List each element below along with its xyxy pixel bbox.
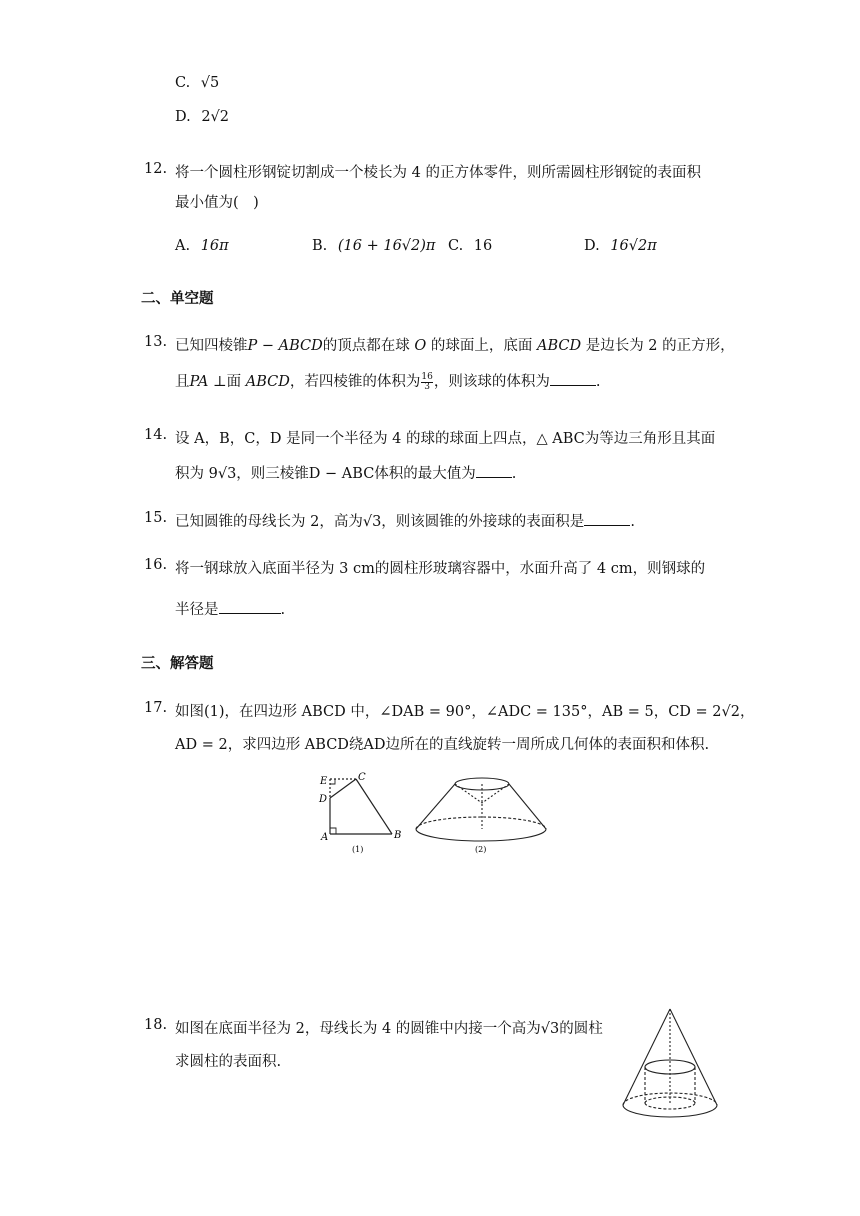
q17-figure1-label: (1) xyxy=(352,845,364,854)
q12-line1: 将一个圆柱形钢锭切割成一个棱长为 4 的正方体零件，则所需圆柱形钢锭的表面积 xyxy=(175,165,701,181)
q13-frac-num: 16 xyxy=(421,371,433,382)
q13-text-volume: ，若四棱锥的体积为 xyxy=(289,374,421,390)
q12-option-b-value: (16 + 16√2)π xyxy=(337,238,436,254)
q12-option-c xyxy=(448,238,492,254)
q13-math-o: O xyxy=(414,338,427,354)
q17-figure2-label: (2) xyxy=(475,845,487,854)
q11-option-d-label: D. xyxy=(175,109,191,125)
q15-period: . xyxy=(630,514,635,530)
q12-option-b-label: B. xyxy=(312,238,328,254)
q14-answer-blank[interactable] xyxy=(476,465,512,478)
q11-option-c-value: √5 xyxy=(200,75,220,91)
q18-number: 18. xyxy=(144,1017,168,1033)
q14-line1: 设 A，B，C，D 是同一个半径为 4 的球的球面上四点，△ ABC为等边三角形且其面 xyxy=(175,431,716,447)
q12-option-a-value: 16π xyxy=(200,238,229,254)
q12-option-a xyxy=(175,238,229,254)
q12-option-c-label: C. xyxy=(448,238,464,254)
q17-number: 17. xyxy=(144,700,168,716)
q13-text-c: 的顶点都在球 xyxy=(322,338,415,354)
q17-line1: 如图(1)，在四边形 ABCD 中，∠DAB = 90°，∠ADC = 135°，AB = 5，CD = 2√2， xyxy=(175,704,755,720)
q17-point-e: E xyxy=(320,776,328,787)
q11-option-d-value: 2√2 xyxy=(201,109,230,125)
q13-math-abcd: ABCD xyxy=(536,338,582,354)
q13-line1 xyxy=(175,334,735,355)
q14-period: . xyxy=(511,466,517,482)
section-single-blank-heading: 二、单空题 xyxy=(141,291,214,307)
q13-math-abcd-2: ABCD xyxy=(245,374,290,390)
q13-text-perp: ⊥面 xyxy=(208,374,246,390)
q13-math-pabcd: P − ABCD xyxy=(247,338,323,354)
q13-frac-den: 3 xyxy=(421,382,432,392)
q14-line2 xyxy=(175,462,516,483)
q14-number: 14. xyxy=(144,427,168,443)
q17-figure1-quadrilateral xyxy=(330,779,392,834)
q13-math-pa: PA xyxy=(189,374,209,390)
section-solution-heading: 三、解答题 xyxy=(141,656,214,672)
q16-period: . xyxy=(280,602,286,618)
q15-number: 15. xyxy=(144,510,168,526)
q16-number: 16. xyxy=(144,557,168,573)
q12-option-b xyxy=(312,238,435,254)
q13-answer-blank[interactable] xyxy=(550,373,596,386)
q13-text-g: 是边长为 2 的正方形， xyxy=(581,338,735,354)
q16-line2 xyxy=(175,598,285,619)
q17-figure xyxy=(312,770,552,860)
q11-option-c-label: C. xyxy=(175,75,191,91)
q15-line1 xyxy=(175,510,635,531)
q14-line2-text: 积为 9√3，则三棱锥D − ABC体积的最大值为 xyxy=(175,466,476,482)
q13-text-qie: 且 xyxy=(175,374,190,390)
q12-line2: 最小值为( ) xyxy=(175,195,259,211)
q12-option-d xyxy=(584,238,657,254)
q18-line1: 如图在底面半径为 2，母线长为 4 的圆锥中内接一个高为√3的圆柱 xyxy=(175,1021,603,1037)
q15-answer-blank[interactable] xyxy=(584,513,630,526)
q17-point-a: A xyxy=(321,832,329,843)
q12-option-c-value: 16 xyxy=(473,238,493,254)
q13-fraction xyxy=(421,373,432,392)
q13-text-sphere: ，则该球的体积为 xyxy=(433,374,550,390)
q18-line2: 求圆柱的表面积. xyxy=(175,1054,282,1070)
q17-line2: AD = 2，求四边形 ABCD绕AD边所在的直线旋转一周所成几何体的表面积和体积. xyxy=(175,737,710,753)
q13-period: . xyxy=(595,374,601,390)
q17-point-d: D xyxy=(319,794,328,805)
q13-text-a: 已知四棱锥 xyxy=(175,338,248,354)
q11-option-d xyxy=(175,109,229,125)
q12-option-d-value: 16√2π xyxy=(610,238,657,254)
q17-point-c: C xyxy=(358,772,366,783)
q16-answer-blank[interactable] xyxy=(219,601,281,614)
q13-line2 xyxy=(175,370,600,392)
q15-line1-text: 已知圆锥的母线长为 2，高为√3，则该圆锥的外接球的表面积是 xyxy=(175,514,585,530)
q17-point-b: B xyxy=(394,830,402,841)
q17-figure2-solid xyxy=(416,778,546,841)
q16-line1: 将一钢球放入底面半径为 3 cm的圆柱形玻璃容器中，水面升高了 4 cm，则钢球的 xyxy=(175,561,706,577)
q13-text-e: 的球面上，底面 xyxy=(426,338,537,354)
q12-option-a-label: A. xyxy=(175,238,191,254)
q12-number: 12. xyxy=(144,161,168,177)
q13-number: 13. xyxy=(144,334,168,350)
q12-option-d-label: D. xyxy=(584,238,600,254)
q16-line2-text: 半径是 xyxy=(175,602,219,618)
q11-option-c xyxy=(175,75,219,91)
q18-figure-cone-cylinder xyxy=(618,1005,728,1125)
